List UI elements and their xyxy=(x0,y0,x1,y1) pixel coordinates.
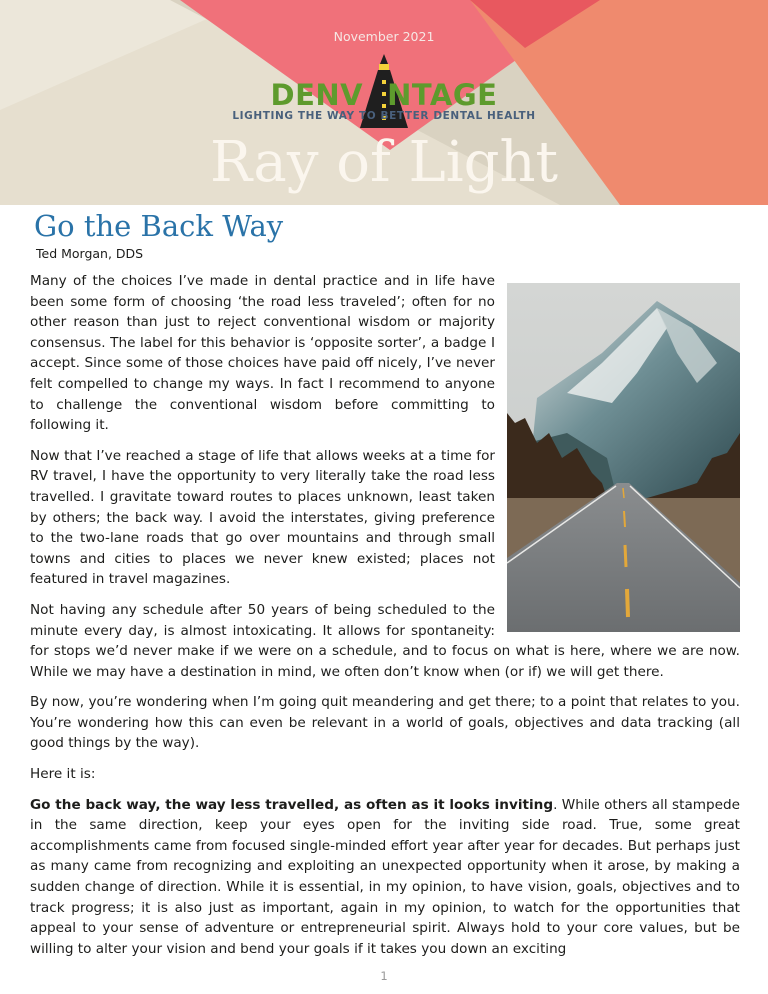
paragraph-6-lead: Go the back way, the way less travelled, as often as it looks inviting xyxy=(30,796,554,813)
newsletter-masthead: Ray of Light xyxy=(209,130,559,195)
mountain-road-photo xyxy=(507,283,740,632)
article-paragraph-2: Now that I’ve reached a stage of life that allows weeks at a time for RV travel, I have the opportunity to very literally take the road less travelled. I gravitate toward routes to places unknown, least taken by others; the back way. I avoid the interstates, giving preference to the two-lane roads that go over mountains and through small towns and cities to places we never knew existed; places not featured in travel magazines. xyxy=(30,447,495,588)
newsletter-banner xyxy=(0,0,768,205)
paragraph-6-text: . While others all stampede in the same direction, keep your eyes open for the inviting side road. True, some great accomplishments came from focused single-minded effort year after year for decades. But perhaps just as many came from recognizing and exploiting an unexpected opportunity when it arose, by making a sudden change of direction. While it is essential, in my opinion, to have vision, goals, objectives and to track progress; it is also just as important, again in my opinion, to watch for the opportunities that appeal to your sense of adventure or entrepreneurial spirit. Always hold to your core values, but be willing to alter your vision and bend your goals if it takes you down an exciting xyxy=(30,796,740,957)
article-paragraph-3: Not having any schedule after 50 years of being scheduled to the minute every day, is almost intoxicating. It allows for spontaneity: for stops we’d never make if we were on a schedule, and to focus on what is here, where we are now. While we may have a destination in mind, we often don’t know when (or if) we will get there. xyxy=(30,601,740,680)
article-body xyxy=(30,271,740,969)
logo-wordmark-left: DENV xyxy=(270,78,364,112)
page-number: 1 xyxy=(380,969,388,983)
article-paragraph-1 xyxy=(30,271,740,436)
article-author: Ted Morgan, DDS xyxy=(36,246,144,261)
article-paragraph-6 xyxy=(30,795,740,960)
logo-tagline: LIGHTING THE WAY TO BETTER DENTAL HEALTH xyxy=(232,110,536,122)
article-paragraph-5: Here it is: xyxy=(30,766,96,783)
paragraph-1-text: Many of the choices I’ve made in dental practice and in life have been some form of choosing ‘the road less traveled’; often for no other reason than just to reject conventional wisdom or majority consensus. The label for this behavior is ‘opposite sorter’, a badge I accept. Since some of those choices have paid off nicely, I’ve never felt compelled to change my ways. In fact I recommend to anyone to challenge the conventional wisdom before committing to following it. xyxy=(30,273,495,434)
article-title: Go the Back Way xyxy=(34,209,284,243)
logo-wordmark-right: NTAGE xyxy=(387,78,498,112)
logo-wordmark xyxy=(222,78,546,112)
article-paragraph-4: By now, you’re wondering when I’m going quit meandering and get there; to a point that relates to you. You’re wondering how this can even be relevant in a world of goals, objectives and data tracking (all good things by the way). xyxy=(30,694,740,752)
issue-date: November 2021 xyxy=(333,29,435,44)
